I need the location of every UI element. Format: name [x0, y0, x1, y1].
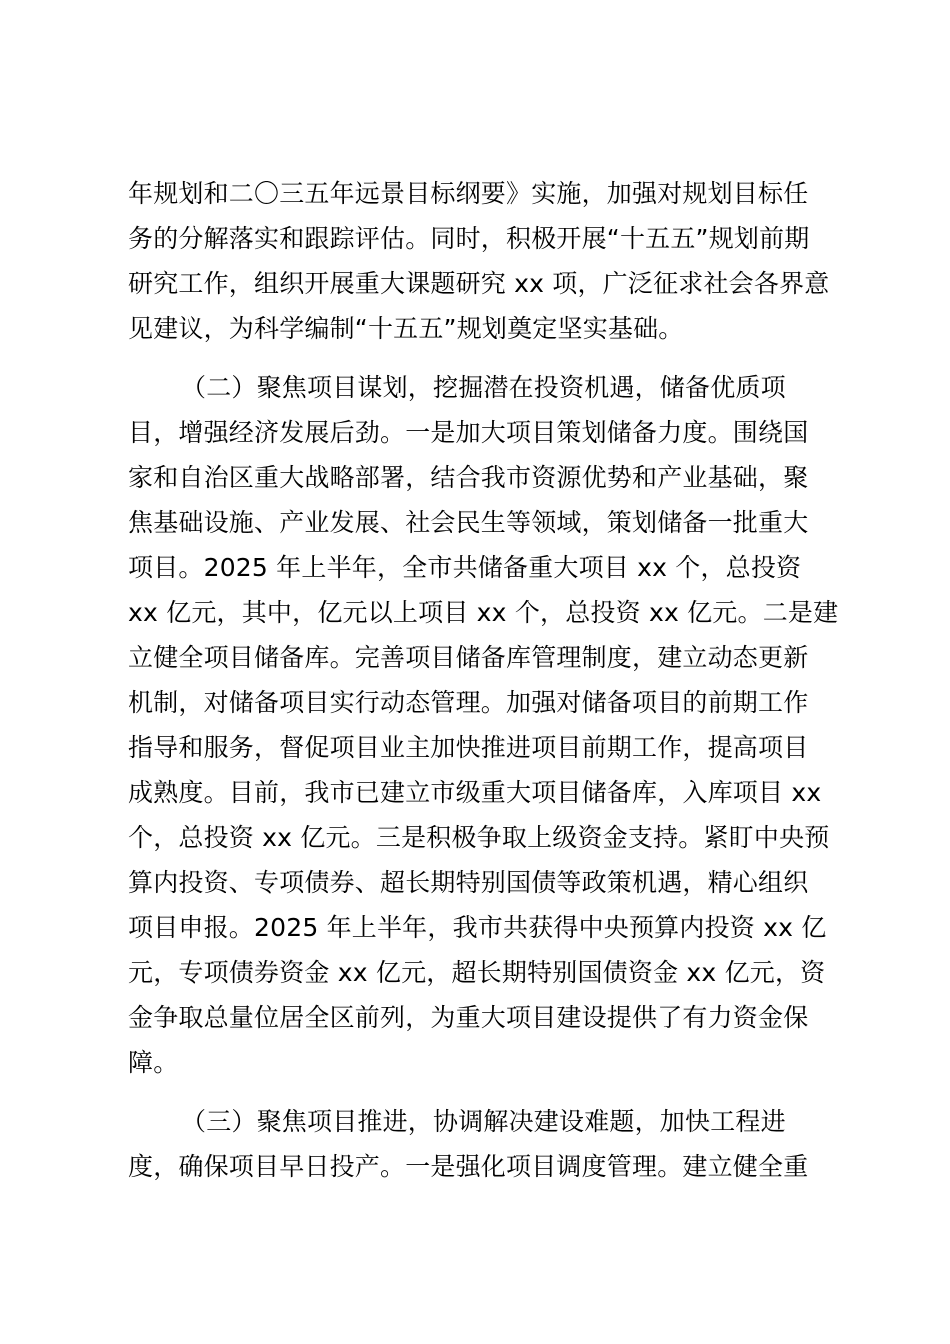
text-line: 焦基础设施、产业发展、社会民生等领域，策划储备一批重大: [128, 508, 809, 537]
text-line: 元，专项债券资金 xx 亿元，超长期特别国债资金 xx 亿元，资: [128, 958, 826, 987]
text-line: 年规划和二〇三五年远景目标纲要》实施，加强对规划目标任: [128, 179, 809, 208]
text-line: 成熟度。目前，我市已建立市级重大项目储备库，入库项目 xx: [128, 778, 822, 807]
text-line: 务的分解落实和跟踪评估。同时，积极开展“十五五”规划前期: [128, 224, 810, 253]
text-line: 度，确保项目早日投产。一是强化项目调度管理。建立健全重: [128, 1152, 809, 1181]
text-line: 机制，对储备项目实行动态管理。加强对储备项目的前期工作: [128, 688, 809, 717]
text-line: 个，总投资 xx 亿元。三是积极争取上级资金支持。紧盯中央预: [128, 823, 830, 852]
text-line: 指导和服务，督促项目业主加快推进项目前期工作，提高项目: [128, 733, 809, 762]
section-heading-line: （三）聚焦项目推进，协调解决建设难题，加快工程进: [181, 1107, 786, 1136]
paragraph-planning-implementation: [128, 171, 838, 351]
paragraph-spacer: [128, 1085, 838, 1099]
text-line: 家和自治区重大战略部署，结合我市资源优势和产业基础，聚: [128, 463, 809, 492]
document-body: [128, 171, 838, 1189]
paragraph-project-planning: [128, 365, 838, 1085]
text-line: xx 亿元，其中，亿元以上项目 xx 个，总投资 xx 亿元。二是建: [128, 598, 839, 627]
text-line: 见建议，为科学编制“十五五”规划奠定坚实基础。: [128, 314, 684, 343]
text-line: 金争取总量位居全区前列，为重大项目建设提供了有力资金保: [128, 1003, 809, 1032]
text-line: 研究工作，组织开展重大课题研究 xx 项，广泛征求社会各界意: [128, 269, 830, 298]
text-line: 算内投资、专项债券、超长期特别国债等政策机遇，精心组织: [128, 868, 809, 897]
text-line: 立健全项目储备库。完善项目储备库管理制度，建立动态更新: [128, 643, 809, 672]
text-line: 障。: [128, 1048, 179, 1077]
paragraph-project-advancement: [128, 1099, 838, 1189]
text-line: 目，增强经济发展后劲。一是加大项目策划储备力度。围绕国: [128, 418, 809, 447]
text-line: 项目申报。2025 年上半年，我市共获得中央预算内投资 xx 亿: [128, 913, 827, 942]
paragraph-spacer: [128, 351, 838, 365]
section-heading-line: （二）聚焦项目谋划，挖掘潜在投资机遇，储备优质项: [181, 373, 786, 402]
text-line: 项目。2025 年上半年，全市共储备重大项目 xx 个，总投资: [128, 553, 802, 582]
